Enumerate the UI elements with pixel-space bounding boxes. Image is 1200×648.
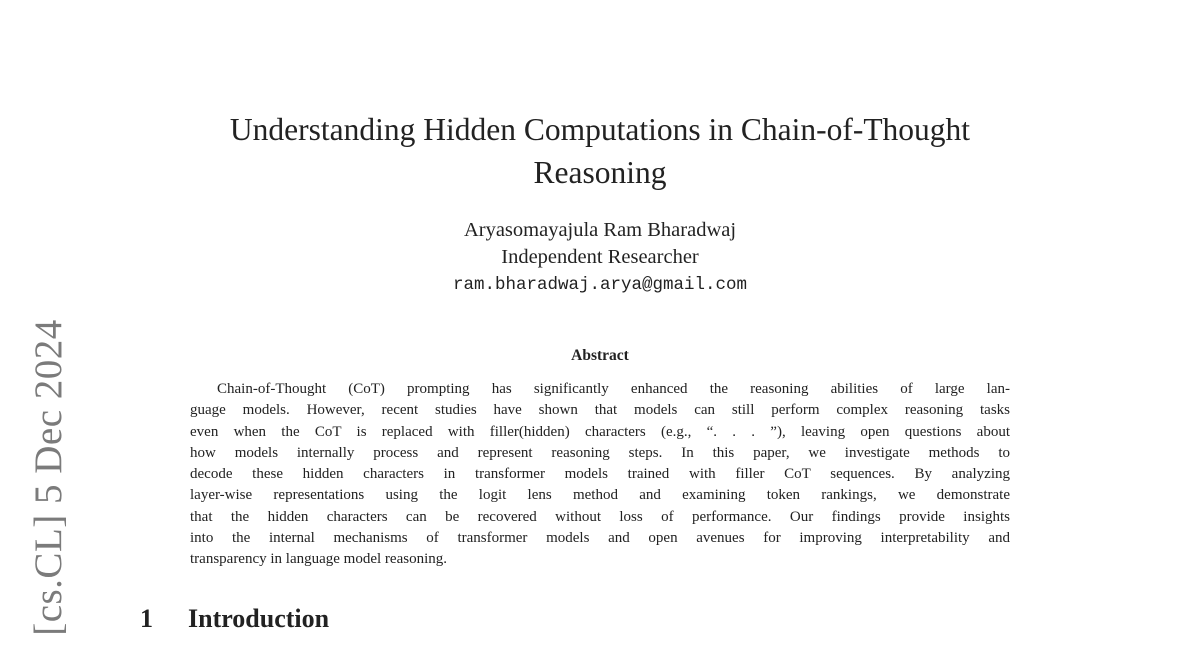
arxiv-stamp-text: [cs.CL] 5 Dec 2024 <box>26 318 70 636</box>
author-name: Aryasomayajula Ram Bharadwaj <box>463 219 737 241</box>
section-heading-introduction <box>140 604 329 634</box>
abstract-line: transparency in language model reasoning. <box>190 551 447 568</box>
abstract-heading: Abstract <box>571 347 629 364</box>
abstract-line: that the hidden characters can be recovered without loss of performance. Our findings provide insights <box>190 508 1010 525</box>
abstract-line: guage models. However, recent studies have shown that models can still perform complex reasoning tasks <box>190 402 1010 419</box>
abstract-line: Chain-of-Thought (CoT) prompting has significantly enhanced the reasoning abilities of large lan- <box>217 381 1010 397</box>
section-number: 1 <box>140 604 153 633</box>
author-affiliation: Independent Researcher <box>501 246 699 268</box>
abstract-line: how models internally process and represent reasoning steps. In this paper, we investigate methods to <box>190 444 1010 461</box>
abstract-line: even when the CoT is replaced with filler(hidden) characters (e.g., “. . . ”), leaving open questions about <box>190 423 1010 440</box>
author-email: ram.bharadwaj.arya@gmail.com <box>452 275 748 295</box>
abstract-line: decode these hidden characters in transformer models trained with filler CoT sequences. By analyzing <box>190 466 1010 483</box>
author-block <box>300 217 900 299</box>
arxiv-side-stamp <box>26 318 70 636</box>
abstract-body <box>190 379 1010 571</box>
paper-title: Understanding Hidden Computations in Chain-of-Thought Reasoning <box>229 112 971 190</box>
abstract-line: layer-wise representations using the logit lens method and examining token rankings, we demonstrate <box>190 487 1010 504</box>
abstract-line: into the internal mechanisms of transformer models and open avenues for improving interpretability and <box>190 530 1010 547</box>
section-title: Introduction <box>188 604 330 633</box>
